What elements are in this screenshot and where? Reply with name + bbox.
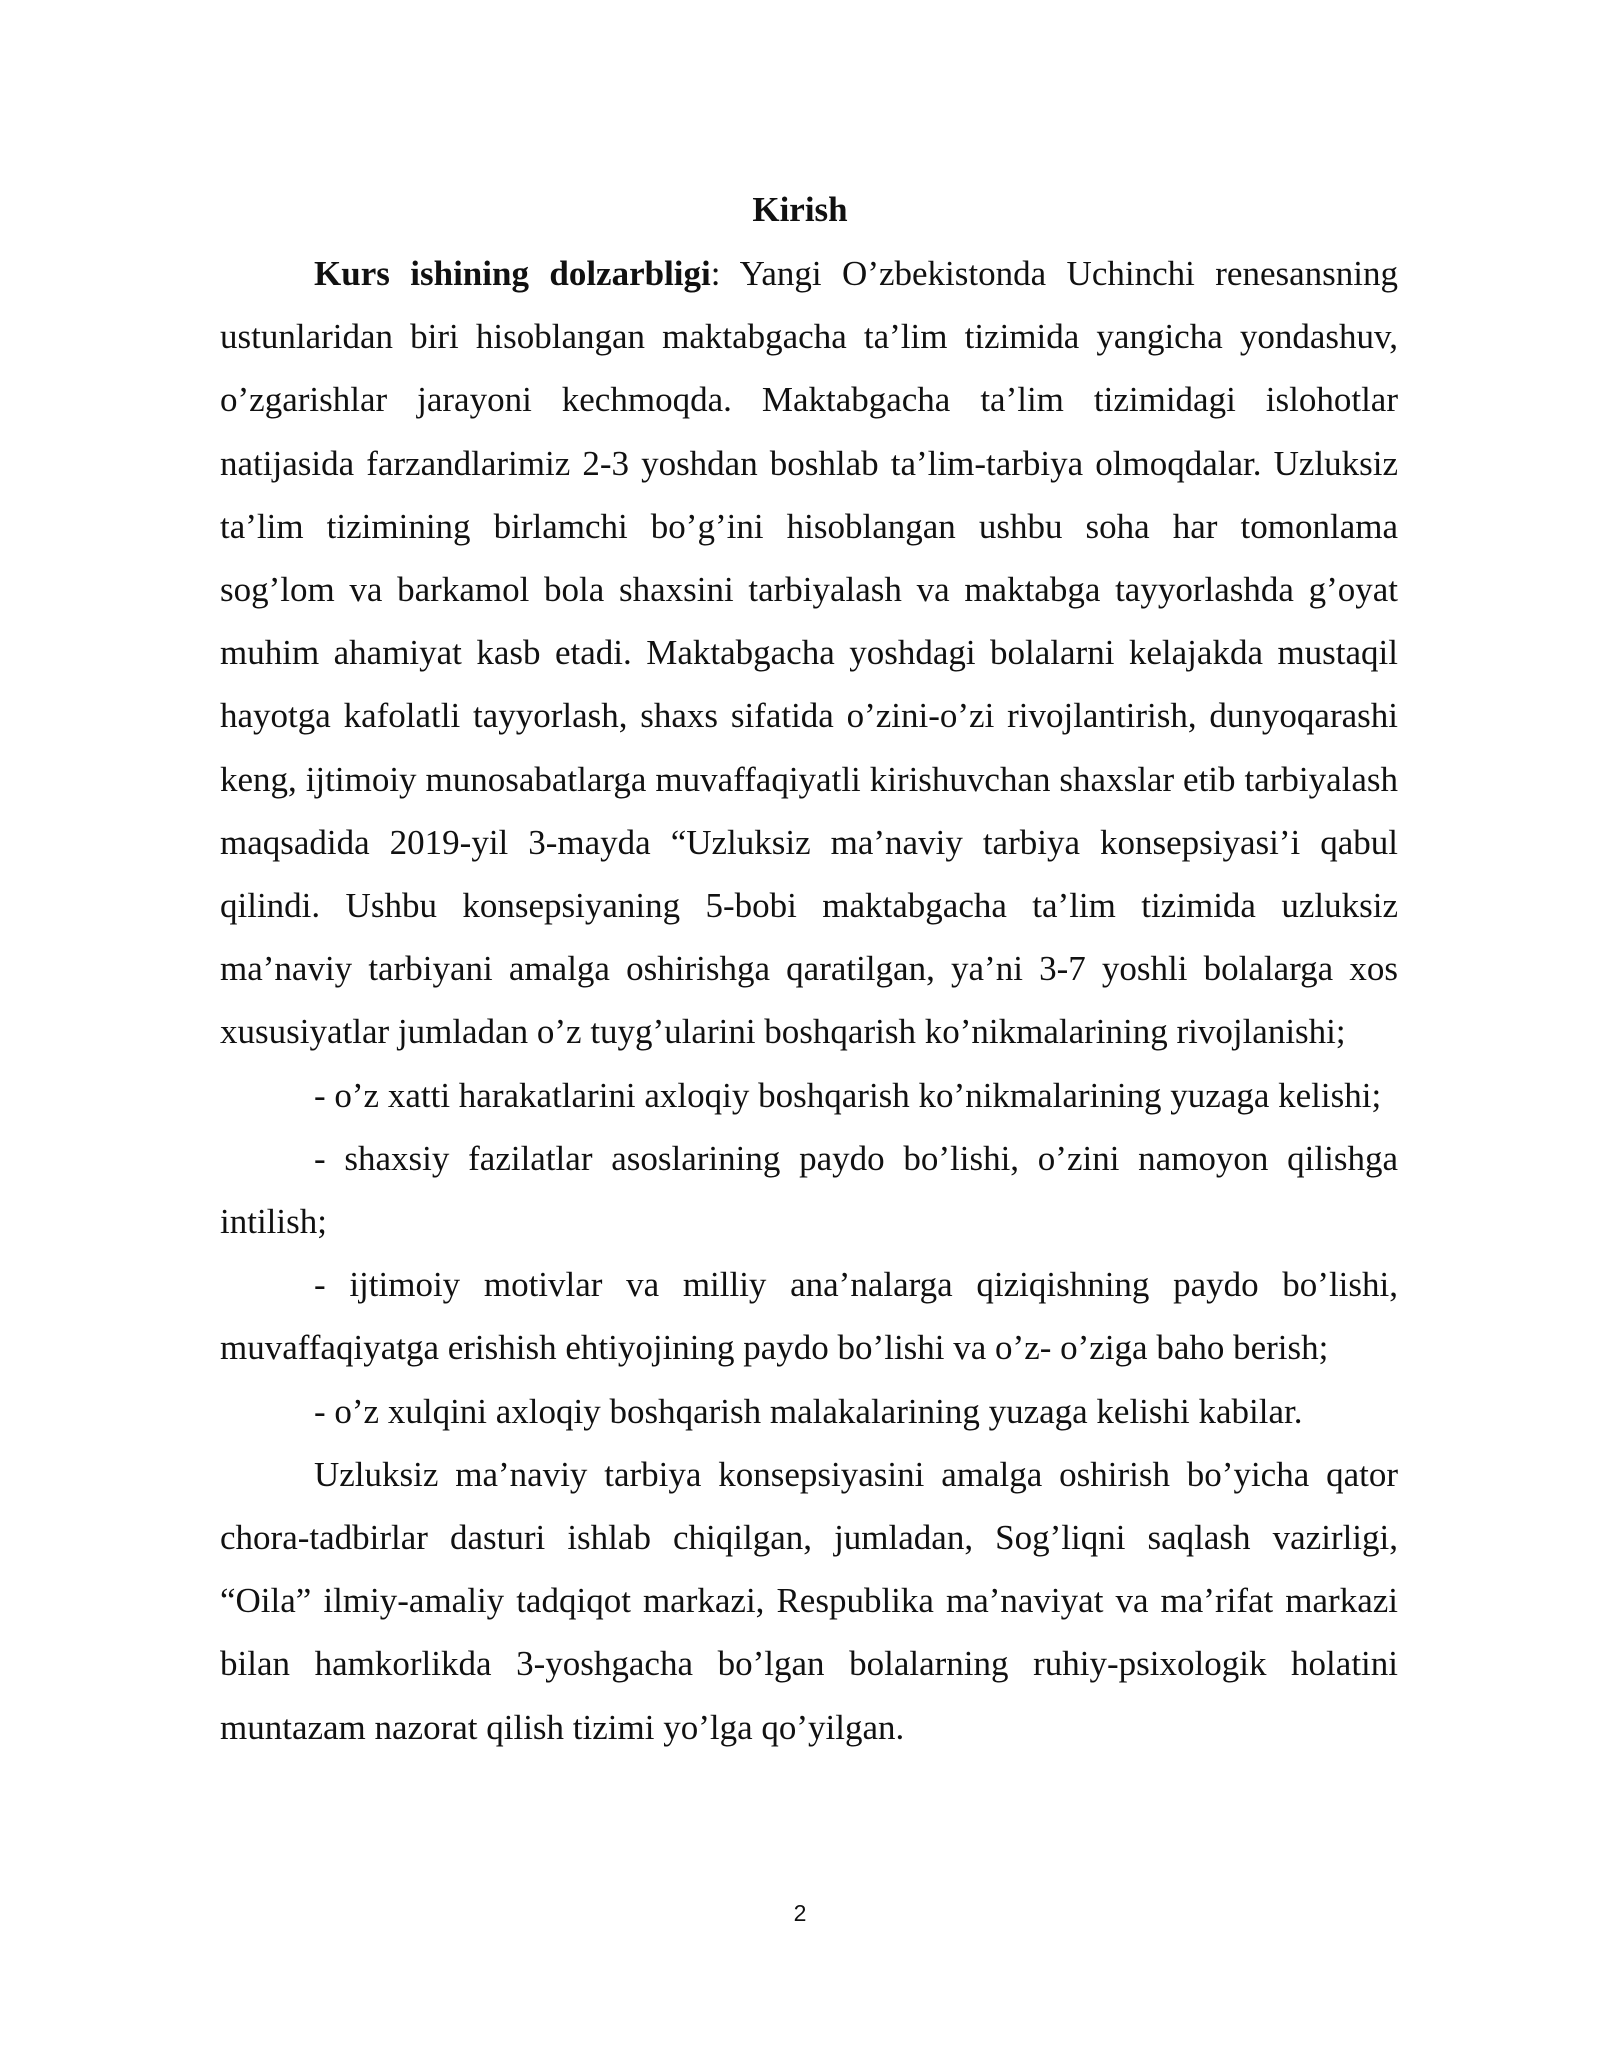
closing-paragraph: Uzluksiz ma’naviy tarbiya konsepsiyasini amalga oshirish bo’yicha qator chora-tadbirlar dasturi ishlab chiqilgan, jumladan, Sog’liqni saqlash vazirligi, “Oila” ilmiy-amaliy tadqiqot markazi, Respublika ma’naviyat va ma’rifat markazi bilan hamkorlikda 3-yoshgacha bo’lgan bolalarning ruhiy-psixologik holatini muntazam nazorat qilish tizimi yo’lga qo’yilgan. [220,1454,1398,1747]
page-title: Kirish [752,190,848,229]
intro-paragraph [220,242,1398,1064]
intro-label: Kurs ishining dolzarbligi [314,254,711,293]
list-item: - shaxsiy fazilatlar asoslarining paydo bo’lishi, o’zini namoyon qilishga intilish; [220,1138,1398,1242]
list-item: - o’z xulqini axloqiy boshqarish malakalarining yuzaga kelishi kabilar. [314,1391,1303,1431]
page-number: 2 [793,1900,807,1926]
intro-text: : Yangi O’zbekistonda Uchinchi renesansning ustunlaridan biri hisoblangan maktabgacha ta’lim tizimida yangicha yondashuv, o’zgarishlar jarayoni kechmoqda. Maktabgacha ta’lim tizimidagi islohotlar natijasida farzandlarimiz 2-3 yoshdan boshlab ta’lim-tarbiya olmoqdalar. Uzluksiz ta’lim tizimining birlamchi bo’g’ini hisoblangan ushbu soha har tomonlama sog’lom va barkamol bola shaxsini tarbiyalash va maktabga tayyorlashda g’oyat muhim ahamiyat kasb etadi. Maktabgacha yoshdagi bolalarni kelajakda mustaqil hayotga kafolatli tayyorlash, shaxs sifatida o’zini-o’zi rivojlantirish, dunyoqarashi keng, ijtimoiy munosabatlarga muvaffaqiyatli kirishuvchan shaxslar etib tarbiyalash maqsadida 2019-yil 3-mayda “Uzluksiz ma’naviy tarbiya konsepsiyasi’i qabul qilindi. Ushbu konsepsiyaning 5-bobi maktabgacha ta’lim tizimida uzluksiz ma’naviy tarbiyani amalga oshirishga qaratilgan, ya’ni 3-7 yoshli bolalarga xos xususiyatlar jumladan o’z tuyg’ularini boshqarish ko’nikmalarining rivojlanishi; [220,254,1398,1052]
list-item: - o’z xatti harakatlarini axloqiy boshqarish ko’nikmalarining yuzaga kelishi; [314,1075,1382,1115]
document-body [220,242,1398,1759]
list-item: - ijtimoiy motivlar va milliy ana’nalarga qiziqishning paydo bo’lishi, muvaffaqiyatga erishish ehtiyojining paydo bo’lishi va o’z- o’ziga baho berish; [220,1265,1398,1368]
